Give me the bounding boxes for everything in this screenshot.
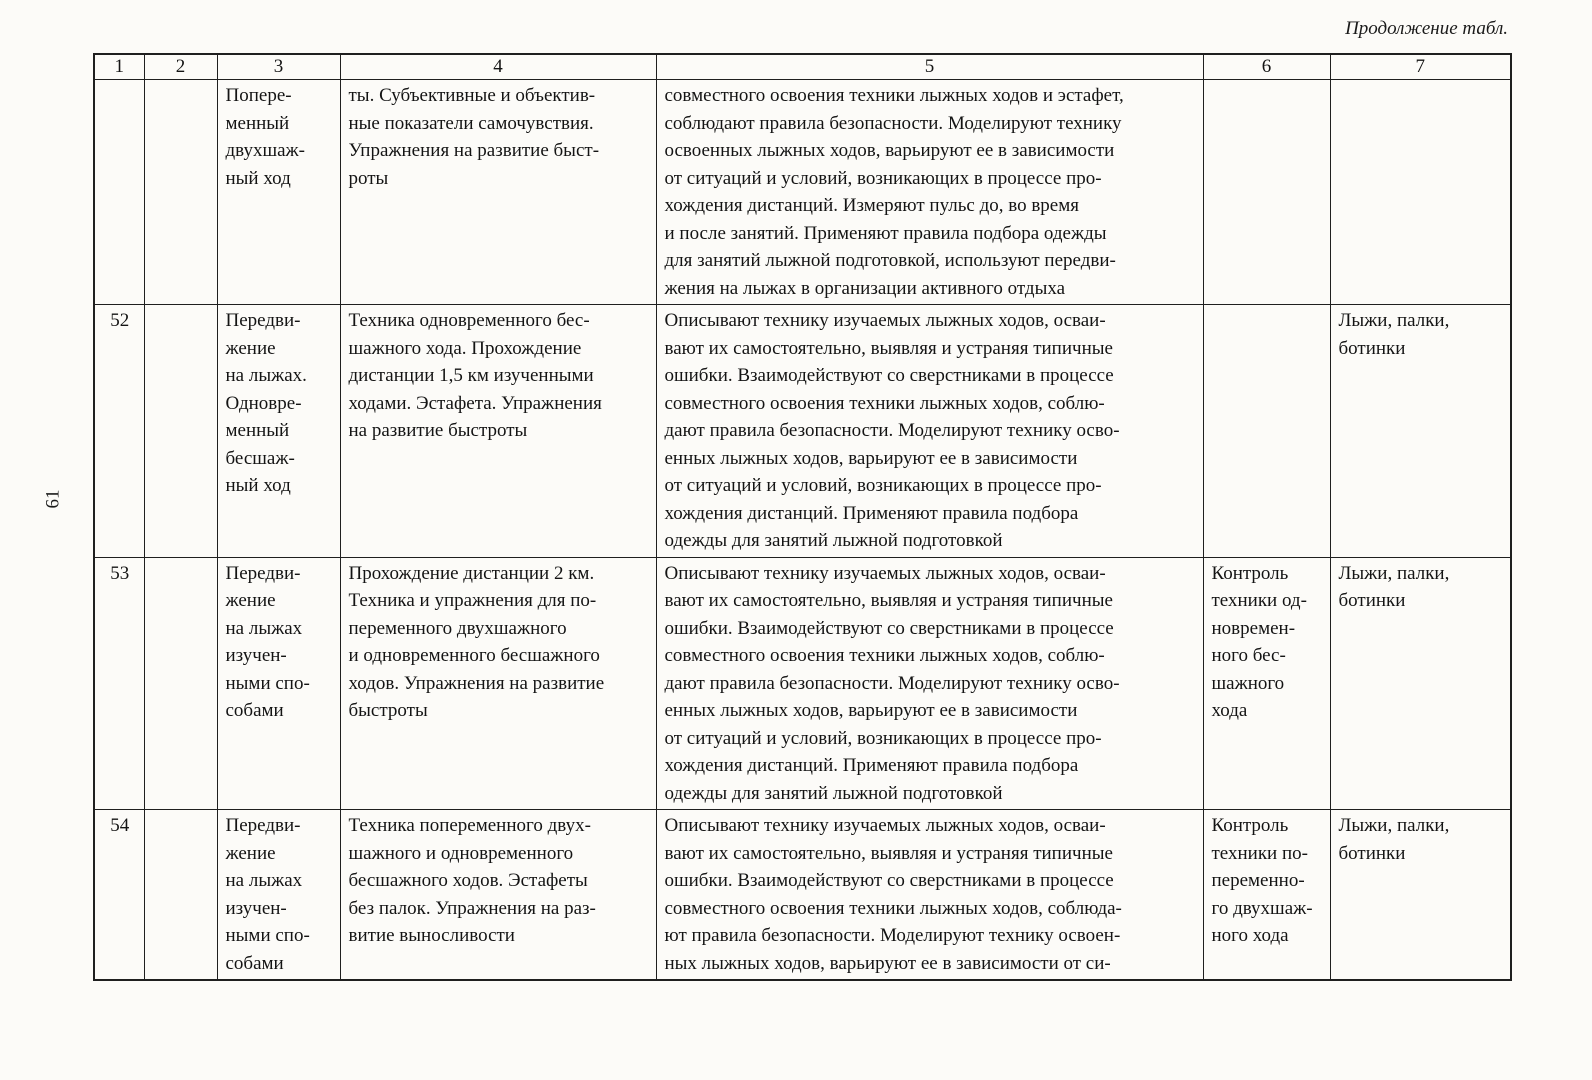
cell-content: ты. Субъективные и объектив- ные показатели самочувствия. Упражнения на развитие быст- роты (340, 80, 656, 305)
cell-topic: Попере- менный двухшаж- ный ход (217, 80, 340, 305)
table-row (94, 305, 1511, 558)
cell-control: Контроль техники по- переменно- го двухшаж- ного хода (1203, 810, 1330, 981)
cell-student-activities: Описывают технику изучаемых лыжных ходов, осваи- вают их самостоятельно, выявляя и устраняя типичные ошибки. Взаимодействуют со сверстниками в процессе совместного освоения техники лыжных ходов, соблю- дают правила безопасности. Моделируют технику осво- енных лыжных ходов, варьируют ее в зависимости от ситуаций и условий, возникающих в процессе про- хождения дистанций. Применяют правила подбора одежды для занятий лыжной подготовкой (656, 305, 1203, 558)
cell-lesson-number (94, 80, 144, 305)
column-header-4: 4 (340, 54, 656, 80)
cell-topic: Передви- жение на лыжах. Одновре- менный бесшаж- ный ход (217, 305, 340, 558)
column-header-6: 6 (1203, 54, 1330, 80)
table-row (94, 557, 1511, 810)
cell-equipment: Лыжи, палки, ботинки (1330, 810, 1511, 981)
column-header-1: 1 (94, 54, 144, 80)
table-row (94, 80, 1511, 305)
cell-col2 (144, 810, 217, 981)
cell-lesson-number: 52 (94, 305, 144, 558)
cell-student-activities: Описывают технику изучаемых лыжных ходов, осваи- вают их самостоятельно, выявляя и устраняя типичные ошибки. Взаимодействуют со сверстниками в процессе совместного освоения техники лыжных ходов, соблюда- ют правила безопасности. Моделируют технику освоен- ных лыжных ходов, варьируют ее в зависимости от си- (656, 810, 1203, 981)
table-row (94, 810, 1511, 981)
cell-content: Техника попеременного двух- шажного и одновременного бесшажного ходов. Эстафеты без палок. Упражнения на раз- витие выносливости (340, 810, 656, 981)
page-number: 61 (42, 489, 64, 509)
continuation-note: Продолжение табл. (1345, 18, 1508, 39)
cell-student-activities: Описывают технику изучаемых лыжных ходов, осваи- вают их самостоятельно, выявляя и устраняя типичные ошибки. Взаимодействуют со сверстниками в процессе совместного освоения техники лыжных ходов, соблю- дают правила безопасности. Моделируют технику осво- енных лыжных ходов, варьируют ее в зависимости от ситуаций и условий, возникающих в процессе про- хождения дистанций. Применяют правила подбора одежды для занятий лыжной подготовкой (656, 557, 1203, 810)
cell-equipment (1330, 80, 1511, 305)
cell-equipment: Лыжи, палки, ботинки (1330, 557, 1511, 810)
column-header-7: 7 (1330, 54, 1511, 80)
cell-col2 (144, 305, 217, 558)
cell-lesson-number: 54 (94, 810, 144, 981)
column-header-2: 2 (144, 54, 217, 80)
cell-control (1203, 305, 1330, 558)
column-header-3: 3 (217, 54, 340, 80)
column-header-5: 5 (656, 54, 1203, 80)
cell-topic: Передви- жение на лыжах изучен- ными спо- собами (217, 810, 340, 981)
table-header-row (94, 54, 1511, 80)
cell-col2 (144, 557, 217, 810)
cell-content: Техника одновременного бес- шажного хода. Прохождение дистанции 1,5 км изученными ходами. Эстафета. Упражнения на развитие быстроты (340, 305, 656, 558)
cell-col2 (144, 80, 217, 305)
cell-topic: Передви- жение на лыжах изучен- ными спо- собами (217, 557, 340, 810)
lesson-plan-table (93, 53, 1512, 981)
cell-equipment: Лыжи, палки, ботинки (1330, 305, 1511, 558)
cell-lesson-number: 53 (94, 557, 144, 810)
cell-content: Прохождение дистанции 2 км. Техника и упражнения для по- переменного двухшажного и одновременного бесшажного ходов. Упражнения на развитие быстроты (340, 557, 656, 810)
cell-control: Контроль техники од- новремен- ного бес- шажного хода (1203, 557, 1330, 810)
cell-control (1203, 80, 1330, 305)
cell-student-activities: совместного освоения техники лыжных ходов и эстафет, соблюдают правила безопасности. Моделируют технику освоенных лыжных ходов, варьируют ее в зависимости от ситуаций и условий, возникающих в процессе про- хождения дистанций. Измеряют пульс до, во время и после занятий. Применяют правила подбора одежды для занятий лыжной подготовкой, используют передви- жения на лыжах в организации активного отдыха (656, 80, 1203, 305)
